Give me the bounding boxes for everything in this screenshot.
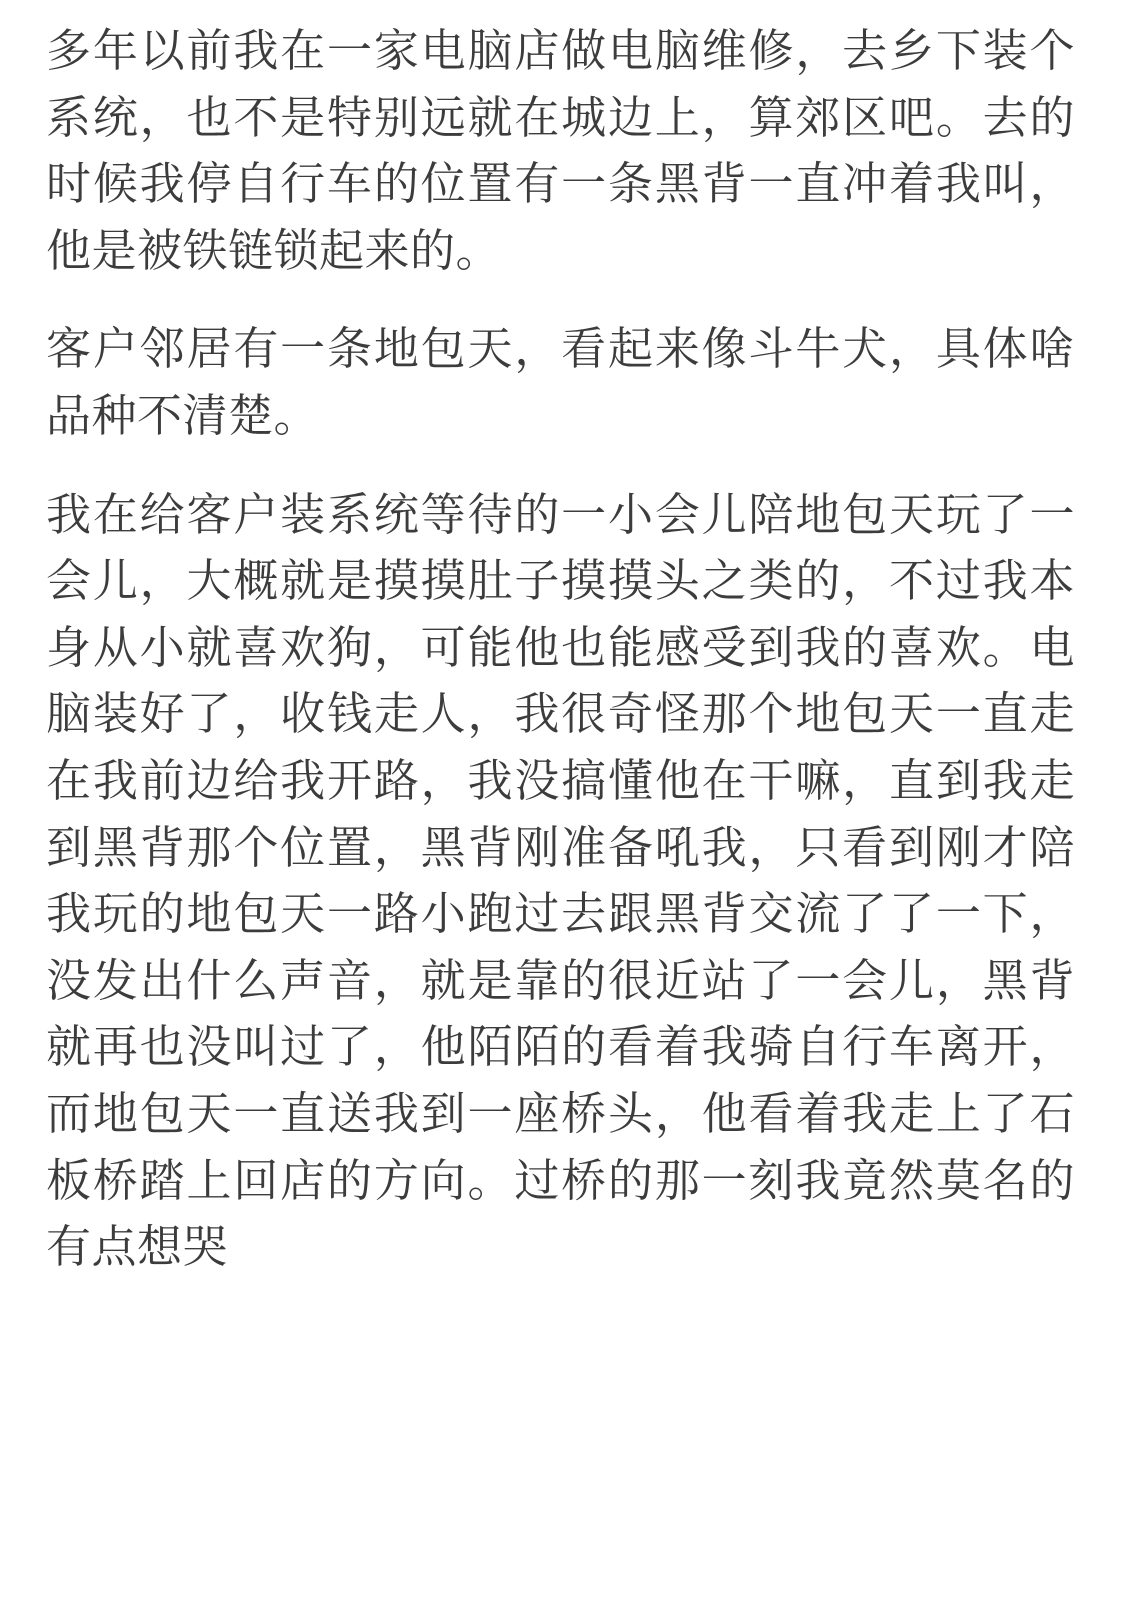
paragraph-2: 客户邻居有一条地包天，看起来像斗牛犬，具体啥品种不清楚。 bbox=[46, 323, 1075, 441]
paragraph-3: 我在给客户装系统等待的一小会儿陪地包天玩了一会儿，大概就是摸摸肚子摸摸头之类的，不过我本身从小就喜欢狗，可能他也能感受到我的喜欢。电脑装好了，收钱走人，我很奇怪那个地包天一直走在我前边给我开路，我没搞懂他在干嘛，直到我走到黑背那个位置，黑背刚准备吼我，只看到刚才陪我玩的地包天一路小跑过去跟黑背交流了了一下，没发出什么声音，就是靠的很近站了一会儿，黑背就再也没叫过了，他陌陌的看着我骑自行车离开，而地包天一直送我到一座桥头，他看着我走上了石板桥踏上回店的方向。过桥的那一刻我竟然莫名的有点想哭 bbox=[46, 488, 1075, 1273]
paragraph-1: 多年以前我在一家电脑店做电脑维修，去乡下装个系统，也不是特别远就在城边上，算郊区吧。去的时候我停自行车的位置有一条黑背一直冲着我叫，他是被铁链锁起来的。 bbox=[46, 25, 1075, 276]
